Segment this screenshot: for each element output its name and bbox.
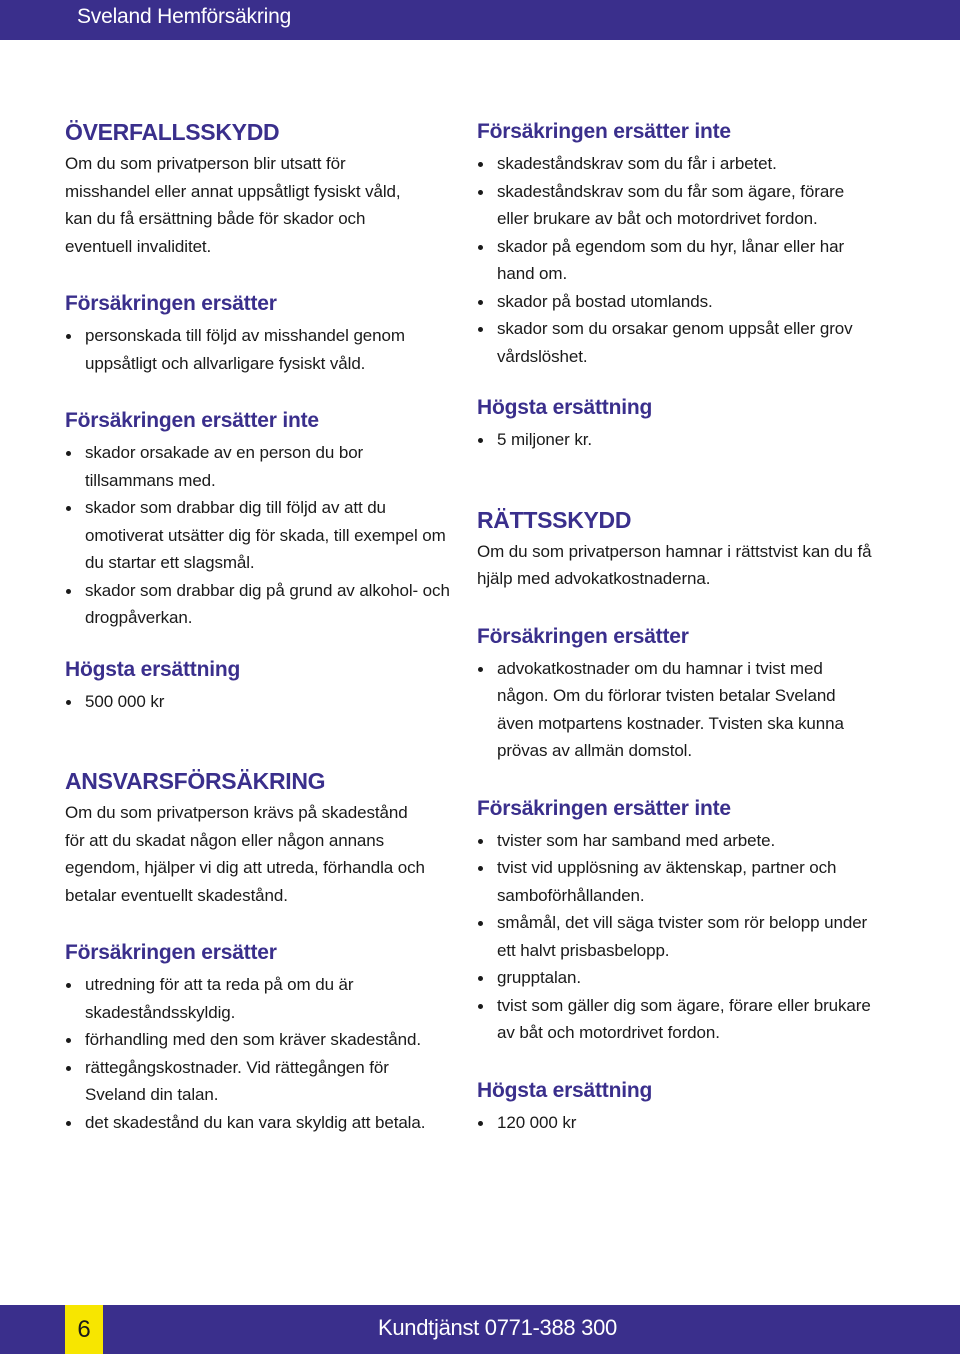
list-max xyxy=(65,688,465,716)
list-item: tvister som har samband med arbete. xyxy=(477,827,877,855)
subtitle-excludes: Försäkringen ersätter inte xyxy=(477,120,731,143)
list-item: rättegångskostnader. Vid rättegången för Sveland din talan. xyxy=(65,1054,450,1109)
subtitle-excludes: Försäkringen ersätter inte xyxy=(65,409,319,432)
header-band xyxy=(0,0,960,40)
subtitle-covers: Försäkringen ersätter xyxy=(65,941,277,964)
list-covers xyxy=(477,655,872,765)
list-item: det skadestånd du kan vara skyldig att betala. xyxy=(65,1109,450,1137)
intro-ansvar: Om du som privatperson krävs på skadestånd för att du skadat någon eller någon annans egendom, hjälper vi dig att utreda, förhandla och betalar eventuellt skadestånd. xyxy=(65,803,425,905)
subtitle-excludes: Försäkringen ersätter inte xyxy=(477,796,731,820)
customer-service-phone: Kundtjänst 0771-388 300 xyxy=(378,1315,617,1340)
brand-title: Sveland Hemförsäkring xyxy=(77,5,292,28)
right-column xyxy=(477,118,877,1136)
list-item: skadeståndskrav som du får som ägare, förare eller brukare av båt och motordrivet fordon. xyxy=(477,178,877,233)
list-excludes xyxy=(477,827,877,1047)
list-item: personskada till följd av misshandel genom uppsåtligt och allvarligare fysiskt våld. xyxy=(65,322,435,377)
section-title-ansvar: ANSVARSFÖRSÄKRING xyxy=(65,768,326,794)
list-item: skador orsakade av en person du bor tillsammans med. xyxy=(65,439,450,494)
list-item: utredning för att ta reda på om du är skadeståndsskyldig. xyxy=(65,971,450,1026)
list-max xyxy=(477,426,877,454)
list-item: skador på bostad utomlands. xyxy=(477,288,877,316)
list-item: skador som drabbar dig på grund av alkohol- och drogpåverkan. xyxy=(65,577,450,632)
list-covers xyxy=(65,322,435,377)
section-title-overfall: ÖVERFALLSSKYDD xyxy=(65,119,280,145)
list-excludes xyxy=(65,439,450,632)
subtitle-max: Högsta ersättning xyxy=(477,1078,653,1102)
list-item: grupptalan. xyxy=(477,964,877,992)
intro-ratts: Om du som privatperson hamnar i rättstvist kan du få hjälp med advokatkostnaderna. xyxy=(477,541,872,588)
list-item: 120 000 kr xyxy=(477,1109,877,1137)
footer-band xyxy=(0,1305,960,1354)
list-item: småmål, det vill säga tvister som rör belopp under ett halvt prisbasbelopp. xyxy=(477,909,877,964)
subtitle-max: Högsta ersättning xyxy=(477,396,653,419)
subtitle-covers: Försäkringen ersätter xyxy=(477,624,689,648)
list-item: skador på egendom som du hyr, lånar eller har hand om. xyxy=(477,233,877,288)
list-item: skador som du orsakar genom uppsåt eller grov vårdslöshet. xyxy=(477,315,877,370)
list-item: advokatkostnader om du hamnar i tvist med någon. Om du förlorar tvisten betalar Sveland även motpartens kostnader. Tvisten ska kunna prövas av allmän domstol. xyxy=(477,655,872,765)
list-covers xyxy=(65,971,450,1136)
page-number: 6 xyxy=(65,1305,103,1354)
list-excludes xyxy=(477,150,877,370)
list-max xyxy=(477,1109,877,1137)
intro-overfall: Om du som privatperson blir utsatt för misshandel eller annat uppsåtligt fysiskt våld, kan du få ersättning både för skador och eventuell invaliditet. xyxy=(65,154,401,256)
section-title-ratts: RÄTTSSKYDD xyxy=(477,506,632,533)
left-column xyxy=(65,118,465,1136)
list-item: skador som drabbar dig till följd av att du omotiverat utsätter dig för skada, till exempel om du startar ett slagsmål. xyxy=(65,494,450,577)
subtitle-covers: Försäkringen ersätter xyxy=(65,292,277,315)
list-item: tvist vid upplösning av äktenskap, partner och samboförhållanden. xyxy=(477,854,877,909)
list-item: skadeståndskrav som du får i arbetet. xyxy=(477,150,877,178)
list-item: förhandling med den som kräver skadestånd. xyxy=(65,1026,450,1054)
subtitle-max: Högsta ersättning xyxy=(65,657,241,681)
list-item: tvist som gäller dig som ägare, förare eller brukare av båt och motordrivet fordon. xyxy=(477,992,877,1047)
list-item: 500 000 kr xyxy=(65,688,465,716)
list-item: 5 miljoner kr. xyxy=(477,426,877,454)
